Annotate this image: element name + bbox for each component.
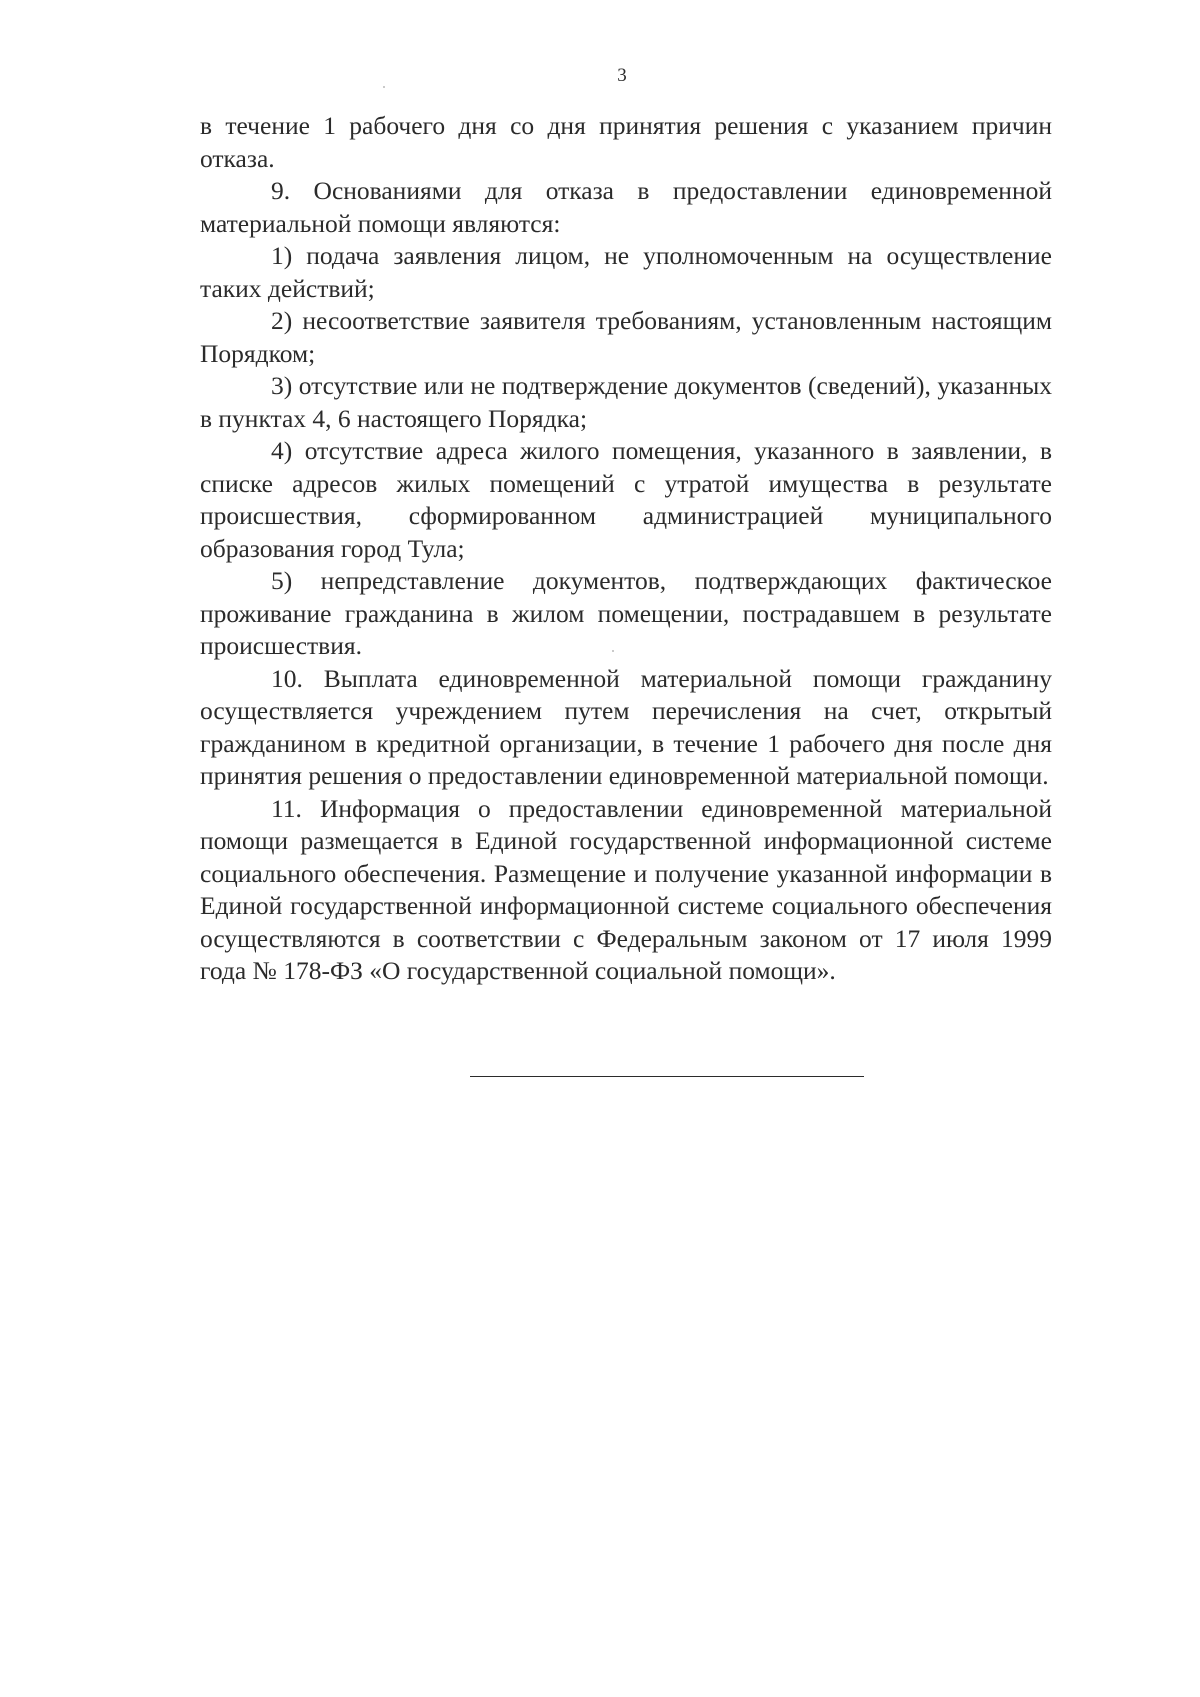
document-body bbox=[200, 110, 1052, 988]
scan-speck bbox=[383, 86, 385, 88]
paragraph-subitem-1: 1) подача заявления лицом, не уполномоченным на осуществление таких действий; bbox=[200, 241, 1052, 303]
paragraph-subitem-5: 5) непредставление документов, подтверждающих фактическое проживание гражданина в жилом помещении, пострадавшем в результате происшествия. bbox=[200, 566, 1052, 660]
scan-speck bbox=[612, 650, 614, 652]
paragraph-subitem-4: 4) отсутствие адреса жилого помещения, указанного в заявлении, в списке адресов жилых помещений с утратой имущества в результате происшествия, сформированном администрацией муниципального образования город Тула; bbox=[200, 436, 1052, 563]
paragraph-item-9: 9. Основаниями для отказа в предоставлении единовременной материальной помощи являются: bbox=[200, 176, 1052, 238]
page-number: 3 bbox=[617, 65, 627, 86]
paragraph-subitem-2: 2) несоответствие заявителя требованиям, установленным настоящим Порядком; bbox=[200, 306, 1052, 368]
paragraph-subitem-3: 3) отсутствие или не подтверждение документов (сведений), указанных в пунктах 4, 6 настоящего Порядка; bbox=[200, 371, 1052, 433]
paragraph-item-11: 11. Информация о предоставлении единовременной материальной помощи размещается в Единой государственной информационной системе социального обеспечения. Размещение и получение указанной информации в Единой государственной информационной системе социального обеспечения осуществляются в соответствии с Федеральным законом от 17 июля 1999 года № 178-ФЗ «О государственной социальной помощи». bbox=[200, 793, 1052, 985]
paragraph-continuation: в течение 1 рабочего дня со дня принятия решения с указанием причин отказа. bbox=[200, 111, 1052, 173]
end-of-document-rule bbox=[470, 1076, 864, 1077]
paragraph-item-10: 10. Выплата единовременной материальной помощи гражданину осуществляется учреждением путем перечисления на счет, открытый гражданином в кредитной организации, в течение 1 рабочего дня после дня принятия решения о предоставлении единовременной материальной помощи. bbox=[200, 663, 1052, 790]
